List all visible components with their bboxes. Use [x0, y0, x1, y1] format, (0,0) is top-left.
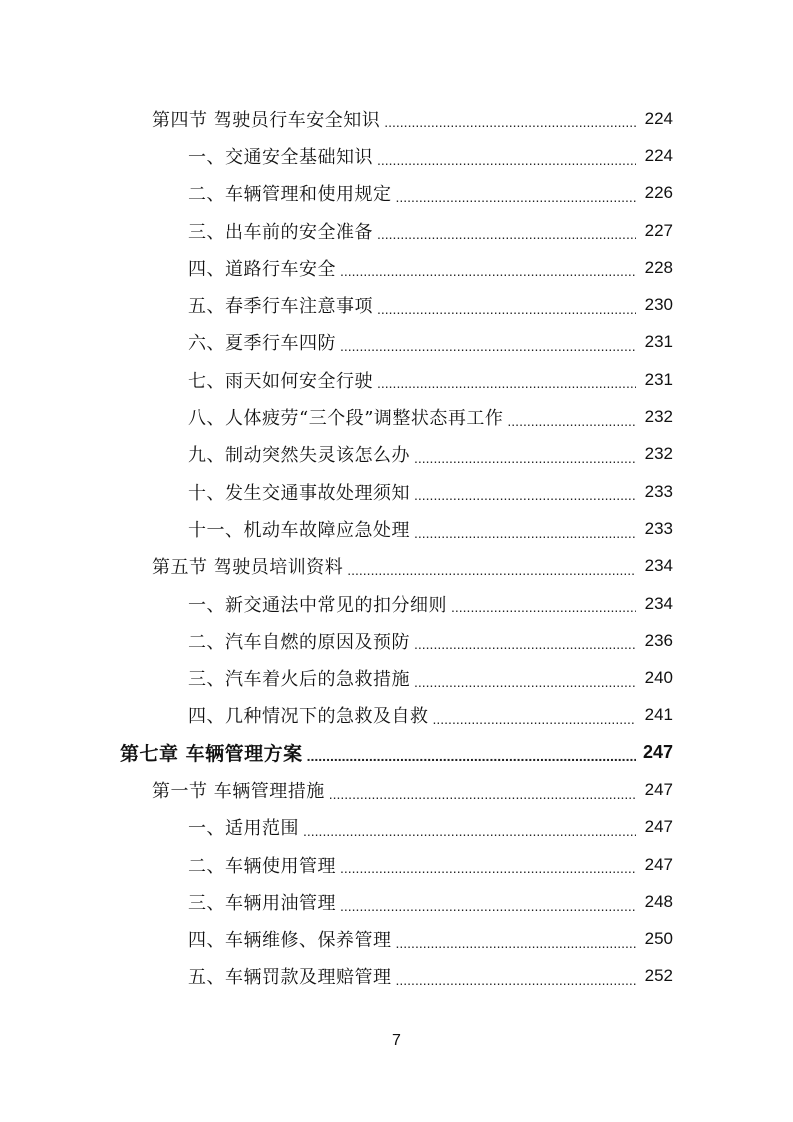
toc-entry-label: 五、车辆罚款及理赔管理 [188, 967, 392, 989]
toc-entry[interactable] [0, 361, 793, 398]
toc-entry-label: 十、发生交通事故处理须知 [188, 482, 410, 504]
toc-entry-label: 四、车辆维修、保养管理 [188, 930, 392, 952]
toc-entry-page: 247 [642, 742, 673, 763]
toc-entry[interactable] [0, 771, 793, 808]
dot-leader [414, 675, 636, 697]
toc-entry-label: 第四节 驾驶员行车安全知识 [152, 109, 381, 131]
toc-entry[interactable] [0, 548, 793, 585]
toc-entry[interactable] [0, 249, 793, 286]
toc-entry[interactable] [0, 921, 793, 958]
dot-leader [433, 712, 637, 734]
dot-leader [340, 264, 636, 286]
dot-leader [396, 190, 637, 212]
toc-entry-label: 第五节 驾驶员培训资料 [152, 557, 344, 579]
toc-entry[interactable] [0, 436, 793, 473]
toc-entry[interactable] [0, 212, 793, 249]
toc-entry-page: 226 [644, 183, 673, 203]
toc-entry-page: 252 [644, 966, 673, 986]
toc-entry[interactable] [0, 175, 793, 212]
toc-entry-page: 247 [644, 854, 673, 874]
toc-entry-page: 248 [644, 891, 673, 911]
toc-entry[interactable] [0, 137, 793, 174]
dot-leader [377, 376, 636, 398]
toc-entry-label: 九、制动突然失灵该怎么办 [188, 445, 410, 467]
toc-entry-page: 227 [644, 220, 673, 240]
toc-entry[interactable] [0, 100, 793, 137]
toc-entry-label: 三、汽车着火后的急救措施 [188, 669, 410, 691]
toc-entry-page: 228 [644, 257, 673, 277]
dot-leader [396, 936, 637, 958]
toc-entry-label: 二、车辆管理和使用规定 [188, 184, 392, 206]
table-of-contents [0, 100, 793, 995]
toc-entry-label: 三、车辆用油管理 [188, 892, 336, 914]
toc-entry-page: 247 [644, 779, 673, 799]
toc-entry-page: 231 [644, 369, 673, 389]
toc-entry-page: 236 [644, 630, 673, 650]
dot-leader [377, 153, 636, 175]
toc-entry-label: 六、夏季行车四防 [188, 333, 336, 355]
dot-leader [377, 302, 636, 324]
dot-leader [414, 637, 636, 659]
toc-chapter-entry[interactable] [0, 734, 793, 771]
toc-entry-page: 233 [644, 481, 673, 501]
dot-leader [340, 861, 636, 883]
toc-entry-label: 第一节 车辆管理措施 [152, 780, 325, 802]
toc-entry[interactable] [0, 510, 793, 547]
toc-entry-page: 241 [644, 705, 673, 725]
dot-leader [396, 973, 637, 995]
toc-entry-label: 四、几种情况下的急救及自救 [188, 706, 429, 728]
dot-leader [347, 563, 636, 585]
toc-entry[interactable] [0, 809, 793, 846]
toc-entry-page: 232 [644, 444, 673, 464]
page-number: 7 [392, 1032, 401, 1049]
toc-entry[interactable] [0, 622, 793, 659]
toc-entry-page: 231 [644, 332, 673, 352]
toc-entry-label: 二、车辆使用管理 [188, 855, 336, 877]
toc-entry-page: 233 [644, 518, 673, 538]
toc-entry-label: 一、新交通法中常见的扣分细则 [188, 594, 447, 616]
toc-entry-label: 四、道路行车安全 [188, 258, 336, 280]
toc-entry[interactable] [0, 286, 793, 323]
toc-entry[interactable] [0, 398, 793, 435]
dot-leader [377, 227, 636, 249]
toc-entry-page: 247 [644, 817, 673, 837]
toc-entry[interactable] [0, 697, 793, 734]
dot-leader [307, 749, 636, 771]
dot-leader [451, 600, 636, 622]
toc-entry[interactable] [0, 473, 793, 510]
toc-entry-page: 232 [644, 407, 673, 427]
toc-entry[interactable] [0, 883, 793, 920]
dot-leader [507, 414, 636, 436]
toc-entry-label: 第七章 车辆管理方案 [120, 743, 303, 766]
toc-entry-page: 234 [644, 593, 673, 613]
toc-entry-label: 五、春季行车注意事项 [188, 296, 373, 318]
toc-entry-page: 224 [644, 145, 673, 165]
dot-leader [414, 451, 636, 473]
dot-leader [329, 787, 636, 809]
toc-entry-label: 一、交通安全基础知识 [188, 146, 373, 168]
dot-leader [303, 824, 636, 846]
toc-entry[interactable] [0, 585, 793, 622]
toc-entry-page: 224 [644, 108, 673, 128]
toc-entry-label: 七、雨天如何安全行驶 [188, 370, 373, 392]
toc-entry-page: 234 [644, 556, 673, 576]
dot-leader [340, 899, 636, 921]
toc-entry-label: 一、适用范围 [188, 818, 299, 840]
toc-entry-page: 240 [644, 668, 673, 688]
toc-entry-label: 二、汽车自燃的原因及预防 [188, 631, 410, 653]
dot-leader [414, 488, 636, 510]
toc-entry[interactable] [0, 958, 793, 995]
toc-entry-label: 十一、机动车故障应急处理 [188, 519, 410, 541]
toc-entry[interactable] [0, 846, 793, 883]
toc-entry-page: 250 [644, 929, 673, 949]
toc-entry-label: 三、出车前的安全准备 [188, 221, 373, 243]
dot-leader [384, 115, 636, 137]
dot-leader [414, 526, 636, 548]
toc-entry-label: 八、人体疲劳“三个段”调整状态再工作 [188, 408, 504, 430]
toc-entry[interactable] [0, 659, 793, 696]
toc-entry-page: 230 [644, 295, 673, 315]
toc-entry[interactable] [0, 324, 793, 361]
dot-leader [340, 339, 636, 361]
